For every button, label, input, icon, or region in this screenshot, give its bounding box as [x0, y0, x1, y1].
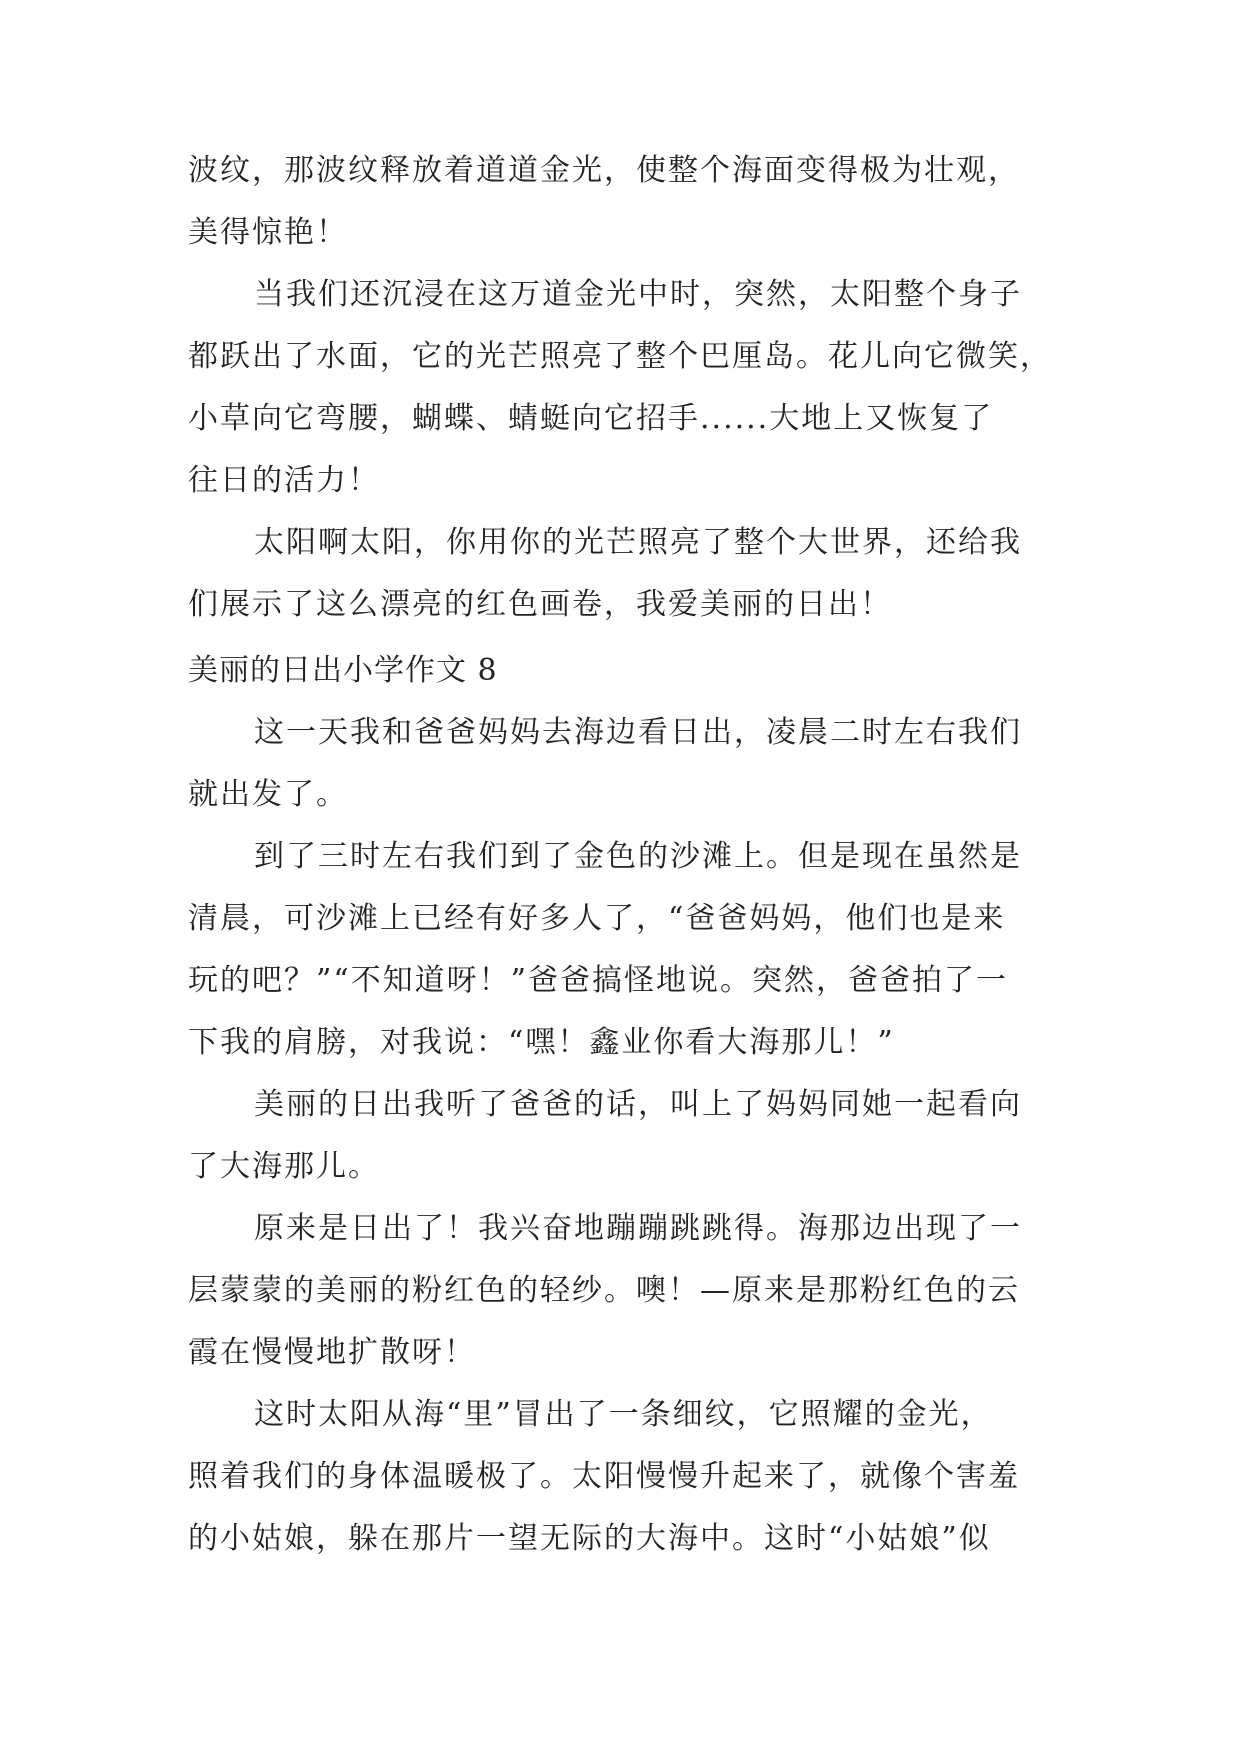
text-line: 往日的活力！ [188, 463, 380, 498]
text-line: 就出发了。 [188, 777, 348, 812]
paragraph-start-line: 原来是日出了！我兴奋地蹦蹦跳跳得。海那边出现了一 [254, 1211, 1022, 1246]
paragraph-start-line: 这时太阳从海“里”冒出了一条细纹，它照耀的金光， [254, 1397, 993, 1432]
essay-continuation [188, 140, 1070, 636]
paragraph-start-line: 美丽的日出我听了爸爸的话，叫上了妈妈同她一起看向 [254, 1087, 1022, 1122]
text-line: 了大海那儿。 [188, 1149, 380, 1184]
text-line: 美得惊艳！ [188, 215, 348, 250]
text-line: 玩的吧？”“不知道呀！”爸爸搞怪地说。突然，爸爸拍了一 [188, 963, 1009, 998]
paragraph-start-line: 这一天我和爸爸妈妈去海边看日出，凌晨二时左右我们 [254, 715, 1022, 750]
text-line: 照着我们的身体温暖极了。太阳慢慢升起来了，就像个害羞 [188, 1459, 1020, 1494]
text-line: 清晨，可沙滩上已经有好多人了，“爸爸妈妈，他们也是来 [188, 901, 1006, 936]
text-line: 小草向它弯腰，蝴蝶、蜻蜓向它招手......大地上又恢复了 [188, 401, 994, 436]
text-line: 们展示了这么漂亮的红色画卷，我爱美丽的日出！ [188, 587, 892, 622]
section-title: 美丽的日出小学作文 8 [188, 653, 498, 688]
text-line: 下我的肩膀，对我说：“嘿！鑫业你看大海那儿！” [188, 1025, 895, 1060]
text-line: 都跃出了水面，它的光芒照亮了整个巴厘岛。花儿向它微笑， [188, 339, 1052, 374]
paragraph-start-line: 到了三时左右我们到了金色的沙滩上。但是现在虽然是 [254, 839, 1022, 874]
essay-8 [188, 640, 1070, 1570]
text-line: 层蒙蒙的美丽的粉红色的轻纱。噢！—原来是那粉红色的云 [188, 1273, 1020, 1308]
paragraph-start-line: 太阳啊太阳，你用你的光芒照亮了整个大世界，还给我 [254, 525, 1022, 560]
text-line: 霞在慢慢地扩散呀！ [188, 1335, 476, 1370]
paragraph-start-line: 当我们还沉浸在这万道金光中时，突然，太阳整个身子 [254, 277, 1022, 312]
text-line: 的小姑娘，躲在那片一望无际的大海中。这时“小姑娘”似 [188, 1521, 991, 1556]
text-line: 波纹，那波纹释放着道道金光，使整个海面变得极为壮观， [188, 153, 1020, 188]
